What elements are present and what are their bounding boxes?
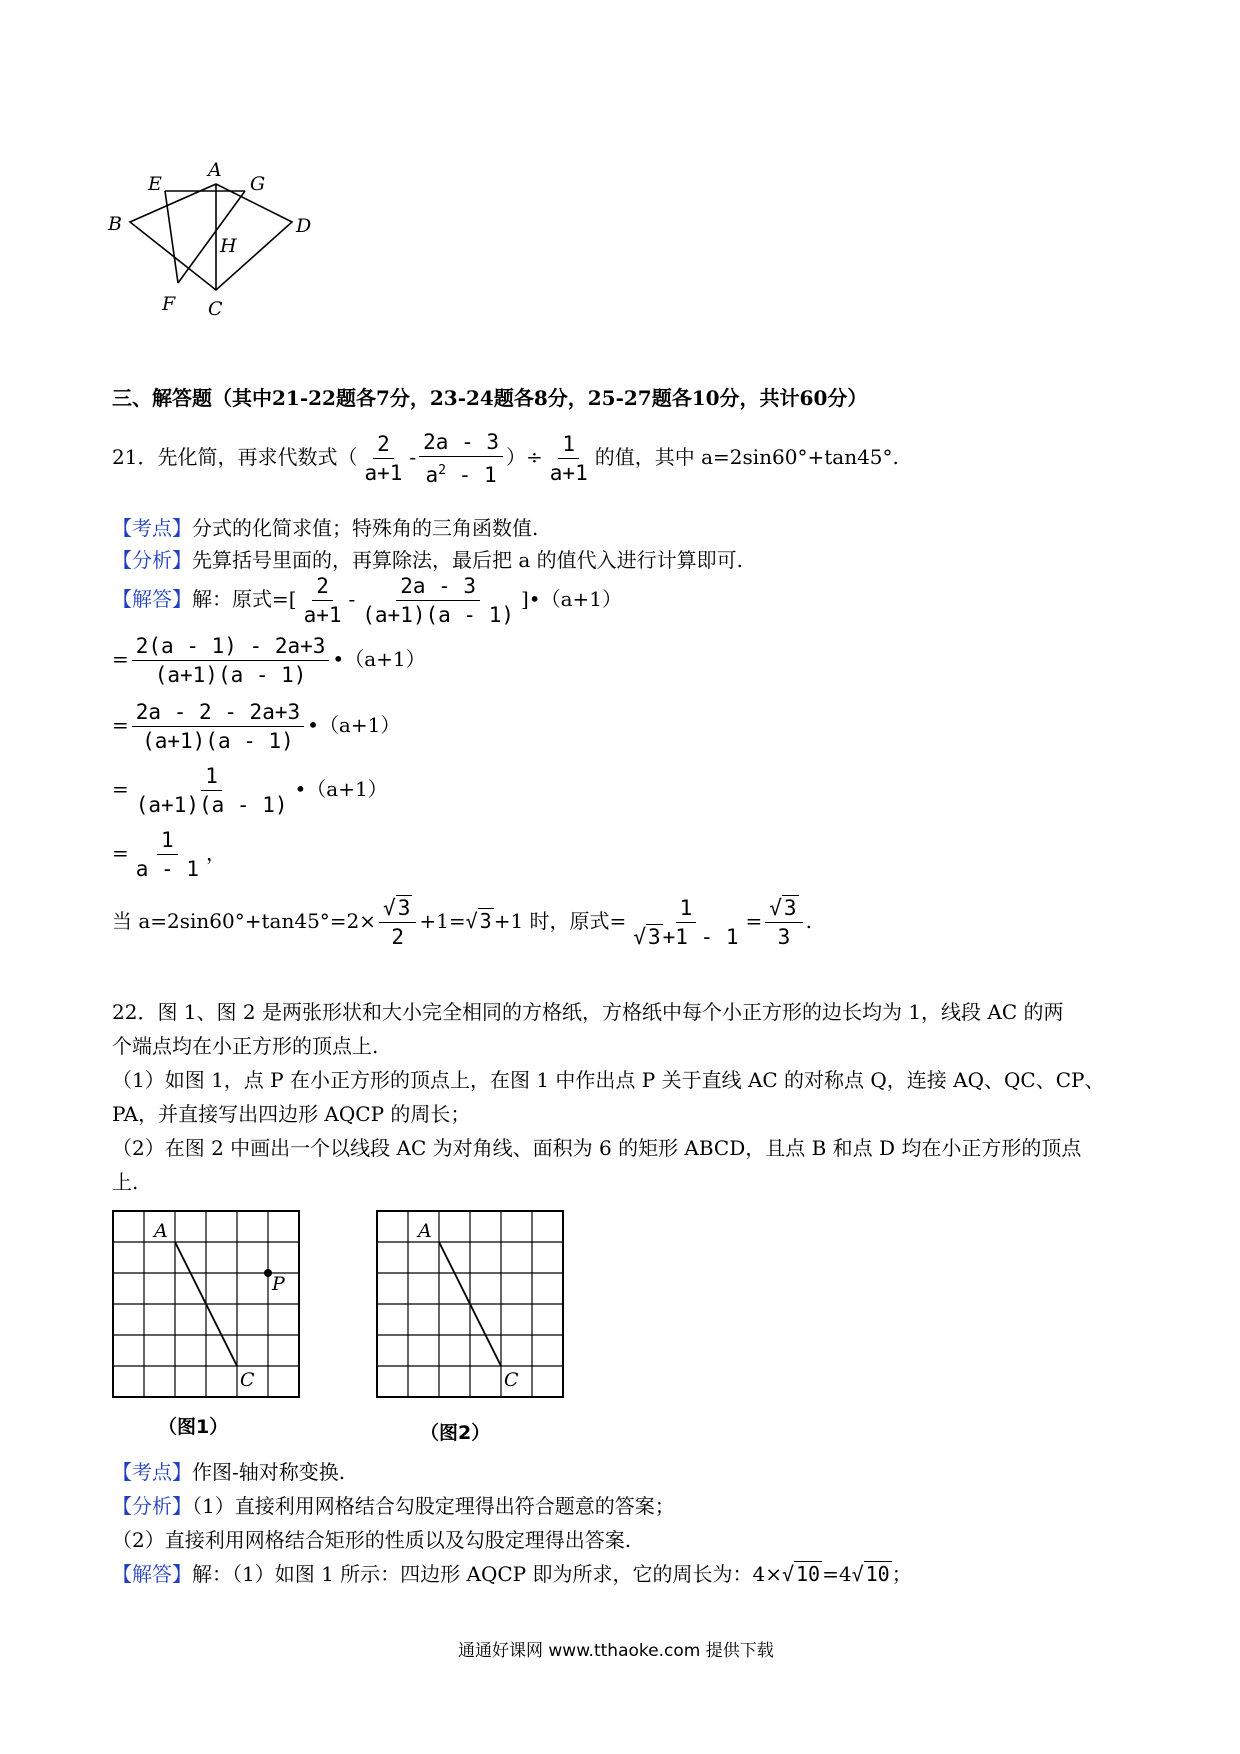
q22-fenxi: 【分析】（1）直接利用网格结合勾股定理得出符合题意的答案； [112, 1494, 675, 1518]
q21-jieda-step1: 【解答】解：原式=[ $\frac{2}{a+1}$ - $\frac{2a - 3}{(a+1)(a - 1)}$ ]•（a+1） [112, 574, 622, 627]
label-a: A [208, 160, 222, 181]
sqrt: √ 3 [465, 909, 492, 933]
label-h: H [220, 235, 237, 257]
label-a: A [418, 1220, 432, 1242]
q21-statement: 21．先化简，再求代数式（ $\frac{2}{a+1}$ - $\frac{2a - 3}{a^2 - 1}$ ）÷ $\frac{1}{a+1}$ 的值，其中 a=2sin60°+tan45°. [112, 430, 899, 487]
label-c: C [208, 298, 223, 320]
fraction: $\frac{1}{(a+1)(a - 1)}$ [135, 764, 288, 817]
fraction: $\frac{2a - 3}{a^2 - 1}$ [419, 430, 503, 487]
fraction: $\frac{1}{a - 1}$ [135, 828, 199, 881]
label-g: G [250, 173, 266, 195]
q22-kaodian: 【考点】作图-轴对称变换. [112, 1460, 346, 1484]
q21-fenxi: 【分析】先算括号里面的，再算除法，最后把 a 的值代入进行计算即可. [112, 548, 743, 572]
fig2-caption: （图2） [420, 1422, 491, 1444]
q21-step6: 当 a=2sin60°+tan45°=2× $\frac{√3}{2}$ +1=√ 3 +1 时，原式= $\frac{1}{√3+1 - 1}$ = $\frac{√3}{3}$ . [112, 896, 812, 949]
q22-p2: 个端点均在小正方形的顶点上. [112, 1034, 379, 1058]
q21-step4: = $\frac{1}{(a+1)(a - 1)}$ •（a+1） [112, 764, 388, 817]
label-d: D [296, 215, 312, 237]
label-b: B [108, 213, 122, 235]
page-footer: 通通好课网 www.tthaoke.com 提供下载 [458, 1641, 774, 1661]
fig1-caption: （图1） [158, 1416, 229, 1438]
fraction: $\frac{2}{a+1}$ [303, 574, 342, 627]
q22-p1: 22．图 1、图 2 是两张形状和大小完全相同的方格纸，方格纸中每个小正方形的边长均为 1，线段 AC 的两 [112, 1000, 1064, 1024]
fraction: $\frac{1}{√3+1 - 1}$ [633, 896, 739, 949]
sqrt: √ 10 [781, 1562, 821, 1586]
fraction: $\frac{2}{a+1}$ [364, 432, 403, 485]
q22-p6: 上. [112, 1170, 139, 1194]
grid-figure-2 [376, 1210, 566, 1400]
label-p: P [272, 1273, 285, 1295]
fraction: $\frac{2a - 3}{(a+1)(a - 1)}$ [362, 574, 514, 627]
sqrt: √ 10 [851, 1562, 890, 1586]
label-f: F [162, 293, 176, 315]
q22-p4: PA，并直接写出四边形 AQCP 的周长； [112, 1102, 471, 1126]
fraction: $\frac{2(a - 1) - 2a+3}{(a+1)(a - 1)}$ [132, 634, 330, 687]
q22-p3: （1）如图 1，点 P 在小正方形的顶点上，在图 1 中作出点 P 关于直线 AC 的对称点 Q，连接 AQ、QC、CP、 [112, 1068, 1105, 1092]
q22-fenxi-2: （2）直接利用网格结合矩形的性质以及勾股定理得出答案. [112, 1528, 632, 1552]
point-p [264, 1269, 272, 1277]
q22-jieda: 【解答】解：（1）如图 1 所示：四边形 AQCP 即为所求，它的周长为：4×√ 10 =4√ 10 ； [112, 1562, 912, 1586]
fraction: $\frac{√3}{3}$ [765, 896, 802, 949]
grid-figure-1 [112, 1210, 302, 1400]
q21-step2: = $\frac{2(a - 1) - 2a+3}{(a+1)(a - 1)}$ •（a+1） [112, 634, 426, 687]
segment-ef [165, 191, 178, 283]
fraction: $\frac{1}{a+1}$ [549, 432, 588, 485]
q21-step5: = $\frac{1}{a - 1}$ ， [112, 828, 226, 881]
q22-p5: （2）在图 2 中画出一个以线段 AC 为对角线、面积为 6 的矩形 ABCD，且点 B 和点 D 均在小正方形的顶点 [112, 1136, 1082, 1160]
label-a: A [154, 1220, 168, 1242]
rhombus-figure [100, 160, 320, 335]
label-c: C [240, 1369, 255, 1391]
fraction: $\frac{2a - 2 - 2a+3}{(a+1)(a - 1)}$ [132, 700, 304, 753]
q21-kaodian: 【考点】分式的化简求值；特殊角的三角函数值. [112, 516, 539, 540]
section-heading: 三、解答题（其中21-22题各7分，23-24题各8分，25-27题各10分，共计60分） [112, 386, 868, 410]
q21-step3: = $\frac{2a - 2 - 2a+3}{(a+1)(a - 1)}$ •（a+1） [112, 700, 401, 753]
fraction: $\frac{√3}{2}$ [379, 896, 416, 949]
label-e: E [148, 173, 162, 195]
label-c: C [504, 1369, 519, 1391]
